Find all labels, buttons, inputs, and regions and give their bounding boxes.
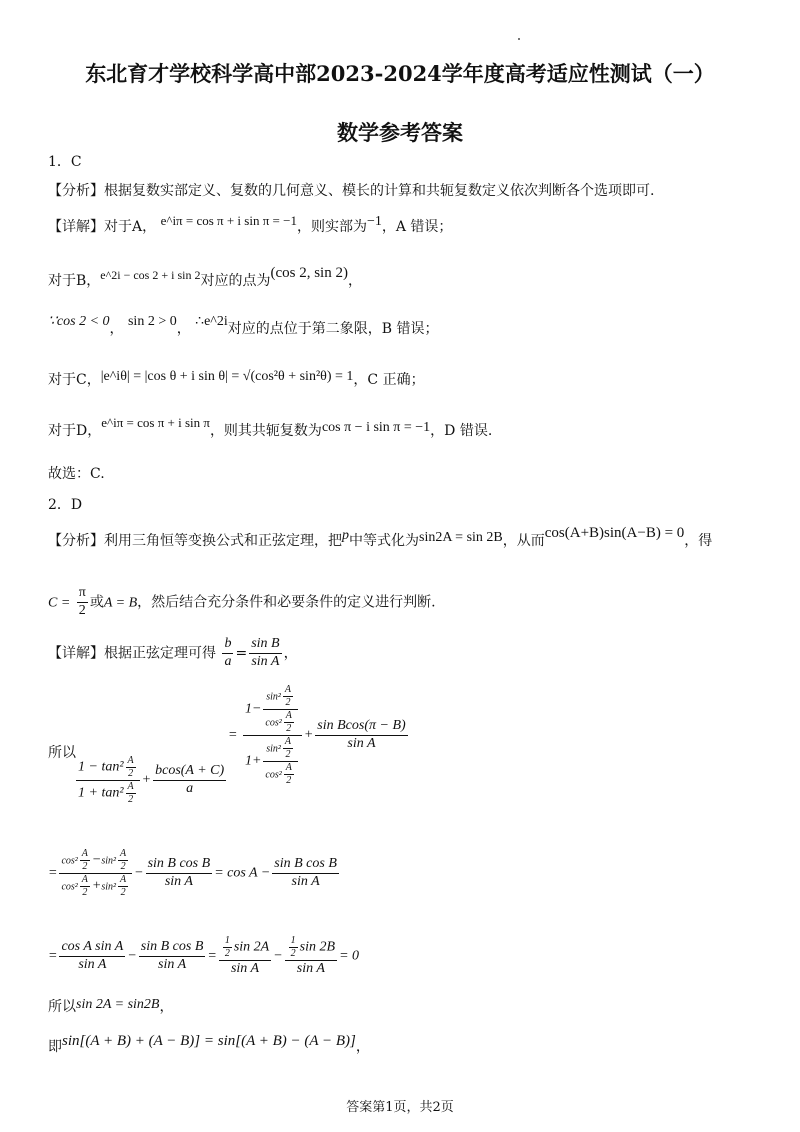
denominator: 2: [120, 887, 126, 898]
numerator: π: [77, 585, 88, 603]
text: 根据正弦定理可得: [104, 645, 216, 662]
formula-d: e^iπ = cos π + i sin π: [101, 415, 210, 430]
point-b: (cos 2, sin 2): [270, 265, 348, 281]
text: ，: [347, 273, 362, 289]
half-A: [126, 781, 136, 806]
text: ，: [109, 321, 124, 337]
numerator: A: [285, 710, 292, 721]
text: 1+: [244, 753, 262, 769]
text: ，从而: [502, 533, 545, 549]
q1-condition: [48, 314, 439, 338]
q1-option-a: [48, 213, 453, 236]
formula-a: e^iπ = cos π + i sin π = −1: [160, 213, 297, 228]
denominator: [76, 781, 140, 806]
sinBcos-fraction: [315, 718, 407, 753]
half-A: [283, 736, 293, 761]
numerator: [59, 848, 132, 874]
numerator: [263, 684, 297, 710]
cosAsinA-fraction: [59, 939, 125, 974]
eq-cos-sin: cos(A+B)sin(A−B) = 0: [544, 525, 685, 541]
numerator: [263, 736, 297, 762]
numerator: cos A sin A: [59, 939, 125, 957]
minus: −: [127, 948, 137, 964]
so-line: [48, 996, 173, 1016]
numerator: [219, 935, 271, 961]
half-A: [284, 762, 294, 787]
numerator: A: [120, 848, 127, 859]
sin2-over-cos2: [263, 684, 297, 735]
denominator: sin A: [158, 956, 187, 972]
text: cos²: [265, 769, 282, 781]
q2-analysis-cont: [48, 585, 436, 620]
ji-line: [48, 1033, 370, 1056]
denominator: 2: [286, 775, 292, 786]
numerator: sin B: [249, 636, 281, 654]
numerator: A: [285, 762, 292, 773]
text: 对应的点为: [200, 273, 271, 289]
minus: −: [91, 852, 102, 868]
numerator: 1: [224, 935, 230, 946]
numerator: A: [120, 874, 127, 885]
text: ，: [283, 645, 298, 662]
text: ，C 正确；: [353, 372, 425, 388]
text: ，: [159, 999, 174, 1015]
equals: =: [48, 865, 58, 881]
denominator: 2: [78, 602, 86, 618]
eq-sin2A-sin2B: sin 2A = sin2B: [76, 997, 160, 1012]
denominator: sin A: [164, 874, 193, 889]
var-p: p: [342, 528, 349, 543]
text: 1 − tan²: [78, 759, 124, 775]
text: 中等式化为: [349, 533, 419, 549]
analysis-text: 根据复数实部定义、复数的几何意义、模长的计算和共轭复数定义依次判断各个选项即可.: [104, 183, 655, 199]
formula-b: e^2i − cos 2 + i sin 2: [100, 268, 201, 282]
var-C: C =: [48, 595, 71, 611]
formula-c: |e^iθ| = |cos θ + i sin θ| = √(cos²θ + sin²θ) = 1: [100, 369, 354, 384]
one-half: [289, 935, 298, 960]
q1-option-d: [48, 415, 493, 440]
half-sin2A-fraction: [219, 935, 271, 978]
cond-exp: ∴e^2i: [195, 314, 228, 329]
page-footer: 答案第1页，共2页: [346, 1100, 454, 1115]
numerator: A: [284, 684, 292, 695]
scan-speck: [518, 38, 520, 40]
text: 所以: [48, 999, 76, 1015]
sinBcosB-fraction: [272, 856, 339, 891]
denominator: 2: [224, 948, 230, 959]
numerator: [243, 684, 302, 736]
eq-sum-diff: sin[(A + B) + (A − B)] = sin[(A + B) − (A − B)]: [62, 1033, 356, 1049]
denominator: 2: [290, 948, 296, 959]
pi-over-2: [77, 585, 88, 620]
text: ，得: [684, 533, 713, 549]
text: sin²: [266, 691, 281, 703]
numerator: A: [127, 755, 134, 766]
cond-sin: sin 2 > 0: [127, 314, 177, 329]
text: sin²: [101, 855, 117, 867]
minus: −: [134, 865, 144, 881]
cos-sin-fraction: [59, 848, 132, 899]
numerator: [76, 755, 140, 781]
b-over-a: [222, 636, 233, 671]
eq-sin2A: sin2A = sin 2B: [419, 530, 503, 545]
q1-number: 1．C: [48, 154, 82, 170]
analysis-tag: 【分析】: [48, 533, 104, 549]
half-A: [118, 848, 128, 873]
text: ，D 错误.: [430, 423, 493, 439]
q1-option-c: [48, 369, 425, 389]
option-label: 对于B，: [48, 273, 101, 289]
numerator: [285, 935, 337, 961]
text: ，: [176, 321, 191, 337]
text: cos²: [265, 717, 282, 729]
page-subtitle: 数学参考答案: [337, 120, 463, 145]
equals: =: [207, 948, 217, 964]
half-A: [283, 684, 293, 709]
numerator: sin Bcos(π − B): [315, 718, 407, 736]
numerator: sin B cos B: [272, 856, 339, 874]
denominator: sin A: [347, 736, 376, 751]
eq-A-B: A = B: [103, 595, 138, 611]
text: sin²: [266, 743, 281, 755]
text: 对应的点位于第二象限，B 错误；: [227, 321, 439, 337]
denominator: a: [224, 653, 232, 669]
sinBcosB-fraction: [146, 856, 213, 891]
text: 利用三角恒等变换公式和正弦定理，把: [104, 533, 342, 549]
sinBcosB-fraction: [139, 939, 206, 974]
half-A: [80, 874, 90, 899]
numerator: A: [127, 781, 134, 792]
denominator: sin A: [78, 956, 107, 972]
value-a: −1: [366, 214, 382, 229]
denominator: a: [186, 781, 194, 796]
detail-tag: 【详解】: [48, 645, 104, 662]
half-sin2B-fraction: [285, 935, 337, 978]
cond-cos: ∵cos 2 < 0: [48, 314, 110, 329]
text: sin²: [101, 881, 117, 893]
equals: =: [48, 948, 58, 964]
plus: +: [91, 878, 102, 894]
analysis-tag: 【分析】: [48, 183, 104, 199]
sin2-over-cos2: [263, 736, 297, 787]
numerator: A: [81, 848, 88, 859]
suoyi-label: 所以: [48, 745, 76, 761]
text: 1 + tan²: [78, 785, 124, 801]
half-A: [80, 848, 90, 873]
plus: +: [141, 772, 152, 788]
conj-d: cos π − i sin π = −1: [321, 420, 431, 435]
denominator: 2: [286, 723, 292, 734]
equals: =: [228, 727, 238, 743]
denominator: sin A: [296, 961, 325, 976]
tan-fraction: [76, 755, 140, 806]
text: 或: [89, 594, 104, 611]
denominator: sin A: [230, 961, 260, 976]
q1-answer: 故选：C.: [48, 466, 105, 482]
numerator: 1: [290, 935, 296, 946]
sinB-over-sinA: [249, 636, 281, 671]
q1-analysis: [48, 180, 654, 200]
text: sin 2A: [233, 939, 270, 955]
text: ，A 错误；: [381, 219, 453, 235]
equals-zero: = 0: [339, 948, 360, 964]
denominator: 2: [128, 768, 134, 779]
numerator: A: [284, 736, 292, 747]
compound-fraction: [243, 684, 302, 787]
denominator: [263, 710, 297, 735]
q2-number: 2．D: [48, 497, 83, 513]
numerator: sin B cos B: [146, 856, 213, 874]
one-half: [223, 935, 232, 960]
denominator: 2: [120, 861, 126, 872]
text: 1−: [244, 701, 262, 717]
q1-option-b: [48, 265, 362, 290]
text: ，则实部为: [296, 219, 367, 235]
text: cos²: [61, 855, 78, 867]
lhs-expression: [74, 755, 228, 806]
numerator: bcos(A + C): [153, 763, 226, 781]
detail-tag: 【详解】: [48, 219, 104, 235]
option-label: 对于C，: [48, 372, 101, 388]
denominator: [263, 762, 297, 787]
rhs-expression: [228, 684, 410, 787]
denominator: [243, 736, 302, 787]
text: ，: [355, 1039, 370, 1055]
text: ，则其共轭复数为: [209, 423, 322, 439]
q2-analysis: [48, 525, 713, 550]
text: 即: [48, 1039, 62, 1055]
denominator: 2: [82, 887, 88, 898]
half-A: [126, 755, 136, 780]
denominator: 2: [128, 794, 134, 805]
text: = cos A −: [214, 865, 271, 881]
q2-detail: 【详解】根据正弦定理可得 $\frac{b}{a}$ = $\frac{\text{sin B}}{\text{sin A}}$ ，: [48, 636, 298, 669]
option-label: 对于A，: [104, 219, 157, 235]
numerator: A: [81, 874, 88, 885]
denominator: sin A: [251, 653, 280, 669]
bcos-fraction: [153, 763, 226, 798]
text: ，然后结合充分条件和必要条件的定义进行判断.: [137, 594, 436, 611]
denominator: 2: [285, 697, 291, 708]
step-two: [48, 848, 341, 899]
text: cos²: [61, 881, 78, 893]
minus: −: [273, 948, 283, 964]
numerator: sin B cos B: [139, 939, 206, 957]
plus: +: [303, 727, 314, 743]
half-A: [118, 874, 128, 899]
denominator: [59, 874, 132, 899]
numerator: b: [222, 636, 233, 654]
option-label: 对于D，: [48, 423, 102, 439]
page-title: 东北育才学校科学高中部2023-2024学年度高考适应性测试（一）: [85, 61, 715, 86]
step-three: [48, 935, 359, 978]
half-A: [284, 710, 294, 735]
denominator: 2: [82, 861, 88, 872]
denominator: 2: [285, 749, 291, 760]
denominator: sin A: [291, 874, 320, 889]
text: sin 2B: [299, 939, 336, 955]
